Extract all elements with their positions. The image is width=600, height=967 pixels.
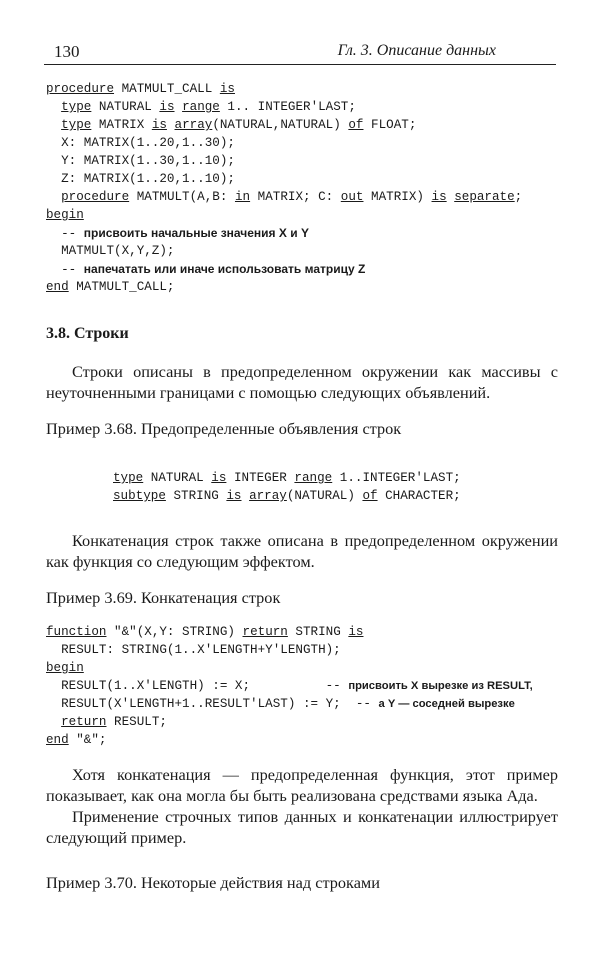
code-line	[46, 116, 522, 134]
code-keyword: subtype	[113, 489, 166, 503]
code-text: (NATURAL,NATURAL)	[212, 118, 349, 132]
code-line	[46, 260, 522, 278]
code-text: --	[46, 263, 84, 277]
code-keyword: is	[219, 82, 235, 96]
code-text: MATRIX	[91, 118, 152, 132]
running-header	[44, 38, 556, 65]
page-number: 130	[54, 42, 80, 61]
code-line	[46, 659, 533, 677]
paragraph-concatenation-note	[46, 764, 558, 848]
code-text: Z: MATRIX(1..20,1..10);	[46, 172, 235, 186]
code-line	[46, 713, 533, 731]
example-caption-3-70: Пример 3.70. Некоторые действия над строками	[46, 873, 380, 892]
code-text: NATURAL	[143, 471, 212, 485]
code-keyword: is	[348, 625, 364, 639]
code-text: "&"(X,Y: STRING)	[106, 625, 243, 639]
code-text: --	[46, 227, 84, 241]
code-text	[46, 715, 61, 729]
code-line	[46, 695, 533, 713]
code-text: MATMULT_CALL	[114, 82, 220, 96]
code-text: MATMULT(X,Y,Z);	[46, 244, 175, 258]
code-text	[46, 100, 61, 114]
code-comment: напечатать или иначе использовать матрицу Z	[83, 262, 366, 276]
code-keyword: of	[362, 489, 378, 503]
code-keyword: function	[46, 625, 107, 639]
code-text: MATMULT_CALL;	[68, 280, 175, 294]
code-keyword: out	[340, 190, 364, 204]
code-text	[167, 118, 175, 132]
code-text: RESULT;	[106, 715, 167, 729]
code-line	[113, 469, 461, 487]
code-keyword: range	[294, 471, 333, 485]
paragraph-strings-description	[46, 361, 558, 403]
code-keyword: is	[211, 471, 227, 485]
code-keyword: type	[61, 118, 92, 132]
paragraph-text: Хотя конкатенация — предопределенная функция, этот пример показывает, как она могла бы быть реализована средствами языка Ада.	[46, 765, 558, 805]
code-keyword: in	[234, 190, 251, 204]
code-block-string-declarations	[113, 469, 461, 505]
paragraph-text: Применение строчных типов данных и конкатенации иллюстрирует следующий пример.	[46, 807, 558, 847]
code-text: RESULT(X'LENGTH+1..RESULT'LAST) := Y; --	[46, 697, 379, 711]
code-text: INTEGER	[226, 471, 295, 485]
code-text: STRING	[287, 625, 349, 639]
section-heading: 3.8. Строки	[46, 325, 129, 342]
code-text: "&";	[68, 733, 107, 747]
code-keyword: procedure	[61, 190, 130, 204]
paragraph-concatenation-description	[46, 530, 558, 572]
code-text	[46, 190, 61, 204]
example-caption-3-68: Пример 3.68. Предопределенные объявления строк	[46, 419, 402, 438]
code-line	[46, 242, 522, 260]
code-text: Y: MATRIX(1..30,1..10);	[46, 154, 235, 168]
code-keyword: type	[61, 100, 92, 114]
code-line	[46, 731, 533, 749]
code-keyword: array	[249, 489, 287, 503]
code-text: FLOAT;	[363, 118, 417, 132]
code-keyword: is	[159, 100, 175, 114]
code-text: STRING	[165, 489, 227, 503]
code-text: MATMULT(A,B:	[129, 190, 235, 204]
code-text: (NATURAL)	[286, 489, 363, 503]
code-keyword: is	[431, 190, 447, 204]
code-keyword: separate	[454, 190, 515, 204]
code-comment: присвоить X вырезке из RESULT,	[348, 680, 533, 692]
code-keyword: of	[348, 118, 364, 132]
chapter-title: Гл. 3. Описание данных	[337, 42, 496, 59]
code-line	[46, 278, 522, 296]
code-line	[46, 224, 522, 242]
code-text: NATURAL	[91, 100, 160, 114]
code-text: 1..INTEGER'LAST;	[332, 471, 461, 485]
code-keyword: begin	[46, 208, 84, 222]
code-keyword: end	[46, 733, 69, 747]
example-caption-3-69: Пример 3.69. Конкатенация строк	[46, 588, 281, 607]
code-line	[46, 170, 522, 188]
code-text: MATRIX; C:	[250, 190, 341, 204]
code-keyword: is	[226, 489, 242, 503]
code-keyword: return	[242, 625, 288, 639]
code-keyword: range	[182, 100, 220, 114]
code-keyword: array	[174, 118, 213, 132]
code-text: 1.. INTEGER'LAST;	[219, 100, 356, 114]
code-text: X: MATRIX(1..20,1..30);	[46, 136, 235, 150]
code-keyword: procedure	[46, 82, 115, 96]
code-line	[113, 487, 461, 505]
code-block-concatenation-function	[46, 623, 533, 749]
code-text	[46, 118, 61, 132]
code-line	[46, 206, 522, 224]
code-line	[46, 677, 533, 695]
code-text	[242, 489, 250, 503]
code-keyword: is	[151, 118, 167, 132]
code-text: RESULT(1..X'LENGTH) := X; --	[46, 679, 349, 693]
code-line	[46, 98, 522, 116]
code-comment: присвоить начальные значения X и Y	[83, 226, 309, 240]
code-line	[46, 152, 522, 170]
code-text: MATRIX)	[363, 190, 432, 204]
code-text: RESULT: STRING(1..X'LENGTH+Y'LENGTH);	[46, 643, 341, 657]
code-text: CHARACTER;	[377, 489, 461, 503]
code-line	[46, 134, 522, 152]
code-line	[46, 188, 522, 206]
code-block-matmult-call	[46, 80, 522, 296]
code-keyword: type	[113, 471, 144, 485]
paragraph-text: Строки описаны в предопределенном окружении как массивы с неуточненными границами с помощью следующих объявлений.	[46, 362, 558, 402]
code-line	[46, 80, 522, 98]
code-keyword: begin	[46, 661, 84, 675]
code-line	[46, 641, 533, 659]
code-line	[46, 623, 533, 641]
code-keyword: end	[46, 280, 69, 294]
code-text: ;	[514, 190, 523, 204]
code-keyword: return	[61, 715, 107, 729]
code-text	[175, 100, 183, 114]
code-comment: а Y — соседней вырезке	[378, 698, 515, 710]
paragraph-text: Конкатенация строк также описана в предопределенном окружении как функция со следующим эффектом.	[46, 531, 558, 571]
